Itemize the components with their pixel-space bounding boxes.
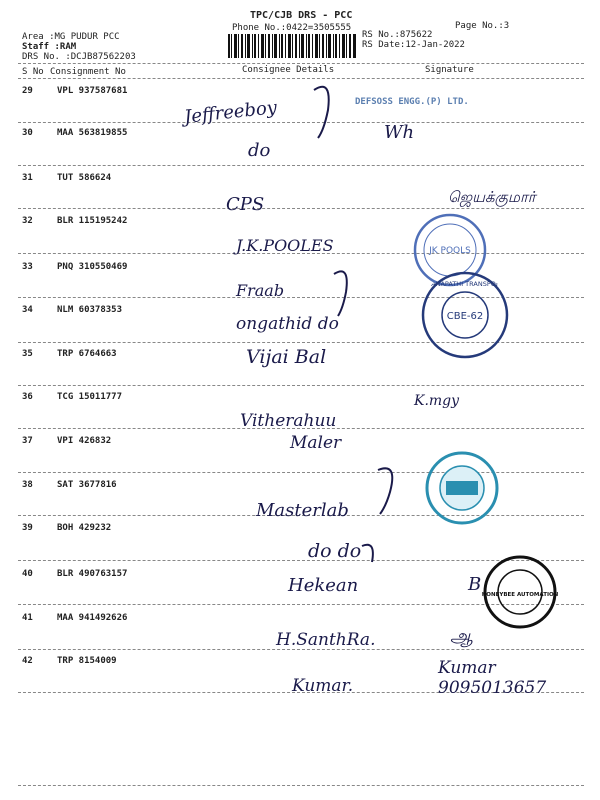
- drs-number: DRS No. :DCJB87562203: [22, 52, 136, 62]
- row-consignment: VPL 937587681: [57, 86, 128, 96]
- header-divider-bottom: [18, 78, 584, 79]
- staff-label: Staff :RAM: [22, 42, 77, 52]
- row-sno: 37: [22, 436, 33, 446]
- col-sno: S No: [22, 67, 44, 77]
- honeybee-text: HONEYBEE AUTOMATION: [482, 592, 558, 598]
- handwriting-consignee: J.K.POOLES: [236, 236, 334, 255]
- handwriting-consignee: Kumar.: [292, 676, 354, 696]
- row-consignment: TRP 6764663: [57, 349, 117, 359]
- handwriting-signature: ஆ: [450, 626, 473, 647]
- row-sno: 42: [22, 656, 33, 666]
- handwriting-consignee: Vitherahuu: [240, 411, 337, 431]
- scribble-mark: [378, 468, 392, 514]
- cbe-62-text: CBE-62: [446, 311, 484, 322]
- handwriting-consignee: Masterlab: [256, 500, 349, 521]
- area-label: Area :MG PUDUR PCC: [22, 32, 120, 42]
- rs-date: RS Date:12-Jan-2022: [362, 40, 465, 50]
- row-sno: 32: [22, 216, 33, 226]
- honeybee-stamp: [482, 554, 558, 630]
- handwriting-consignee: Vijai Bal: [246, 346, 327, 368]
- row-sno: 39: [22, 523, 33, 533]
- row-divider: [18, 208, 584, 209]
- col-consignee: Consignee Details: [242, 65, 335, 75]
- row-sno: 33: [22, 262, 33, 272]
- row-sno: 34: [22, 305, 33, 315]
- row-sno: 35: [22, 349, 33, 359]
- row-consignment: BLR 490763157: [57, 569, 128, 579]
- row-consignment: BLR 115195242: [57, 216, 128, 226]
- handwriting-consignee: H.SanthRa.: [276, 630, 376, 650]
- row-consignment: VPI 426832: [57, 436, 112, 446]
- row-consignment: NLM 60378353: [57, 305, 123, 315]
- phone-number: Phone No.:0422=3505555: [232, 23, 352, 33]
- handwriting-consignee: ongathid do: [236, 314, 339, 334]
- page-number: Page No.:3: [455, 21, 510, 31]
- row-sno: 41: [22, 613, 33, 623]
- transport-text: GANAPATHI TRANSPORT: [426, 280, 504, 288]
- header-divider: [18, 63, 584, 64]
- row-divider: [18, 165, 584, 166]
- row-consignment: BOH 429232: [57, 523, 112, 533]
- handwriting-consignee: Fraab: [236, 281, 285, 300]
- row-consignment: MAA 941492626: [57, 613, 128, 623]
- row-divider: [18, 122, 584, 123]
- handwriting-signature: Wh: [384, 122, 415, 143]
- ganapathi-transport-stamp: [420, 270, 510, 360]
- row-divider: [18, 472, 584, 473]
- round-seal-stamp: [424, 450, 500, 526]
- handwriting-signature: B: [468, 574, 482, 595]
- rs-number: RS No.:875622: [362, 30, 433, 40]
- handwriting-consignee: do: [248, 140, 271, 161]
- row-sno: 38: [22, 480, 33, 490]
- row-consignment: TCG 15011777: [57, 392, 123, 402]
- row-sno: 40: [22, 569, 33, 579]
- company-stamp: DEFSOSS ENGG.(P) LTD.: [355, 97, 469, 107]
- row-sno: 36: [22, 392, 33, 402]
- scribble-mark: [314, 87, 329, 138]
- row-consignment: MAA 563819855: [57, 128, 128, 138]
- jk-pools-text: JK POOLS: [429, 246, 471, 256]
- handwriting-consignee: Jeffreeboy: [183, 97, 278, 128]
- handwriting-consignee: CPS: [226, 194, 265, 215]
- row-consignment: TUT 586624: [57, 173, 112, 183]
- row-divider: [18, 385, 584, 386]
- row-consignment: SAT 3677816: [57, 480, 117, 490]
- doc-title: TPC/CJB DRS - PCC: [250, 10, 353, 21]
- row-sno: 29: [22, 86, 33, 96]
- handwriting-signature: ஜெயக்குமார்: [448, 188, 536, 206]
- row-consignment: PNQ 310550469: [57, 262, 128, 272]
- handwriting-consignee: Hekean: [288, 575, 359, 596]
- handwriting-consignee: do do: [308, 540, 362, 562]
- handwriting-consignee: Maler: [290, 433, 342, 453]
- row-sno: 30: [22, 128, 33, 138]
- barcode: [228, 34, 356, 58]
- footer-divider: [18, 785, 584, 786]
- handwriting-signature: K.mgy: [414, 393, 460, 409]
- row-sno: 31: [22, 173, 33, 183]
- handwriting-signature: Kumar 9095013657: [438, 658, 547, 698]
- scribble-mark: [334, 271, 347, 316]
- col-consignment: Consignment No: [50, 67, 126, 77]
- row-consignment: TRP 8154009: [57, 656, 117, 666]
- col-signature: Signature: [425, 65, 474, 75]
